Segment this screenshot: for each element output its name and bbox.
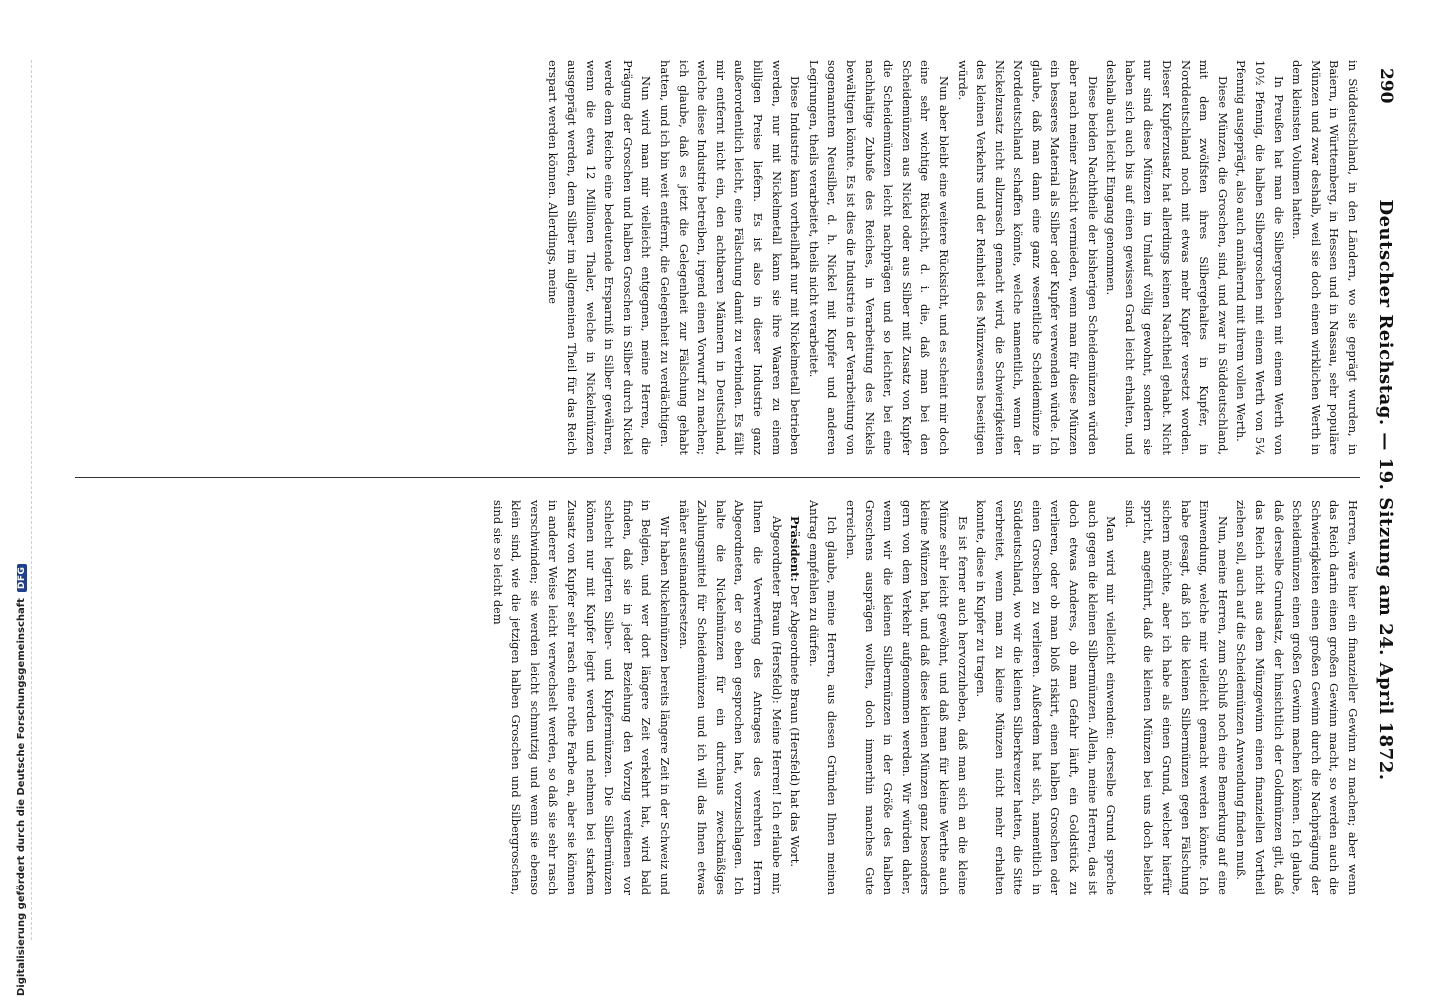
credit-text: Digitalisierung gefördert durch die Deutsche Forschungsgemeinschaft	[16, 598, 27, 996]
page-header	[1368, 60, 1396, 920]
paragraph: Nun wird man mir vielleicht entgegnen, meine Herren, die Prägung der Groschen und halben Groschen in Silber durch Nickel werde dem Reiche eine bedeutende Ersparniß in Silber gewähren, wenn die etwa 12 Millionen Thaler, welche in Nickelmünzen ausgeprägt werden, dem Silber im allgemeinen Theil für das Reich erspart werden können. Allerdings, meine	[546, 60, 654, 455]
paragraph: Diese beiden Nachtheile der bisherigen Scheidemünzen würden aber nach meiner Ansicht vermieden, wenn man für diese Münzen ein besseres Material als Silber oder Kupfer verwenden würde. Ich glaube, daß man dann eine ganz wesentliche Scheidemünze in Norddeutschland schaffen könnte, welche namentlich, wenn der Nickelzusatz nicht allzurasch gemacht wird, die Schwierigkeiten des kleinen Verkehrs und der Reinheit des Münzwesens beseitigen würde.	[955, 60, 1100, 455]
paragraph: Diese Münzen, die Groschen, sind, und zwar in Süddeutschland, mit dem zwölfsten ihres Silbergehaltes in Kupfer, in Norddeutschland noch mit etwas mehr Kupfer versetzt worden. Dieser Kupferzusatz hat allerdings keinen Nachtheil gehabt. Nicht nur sind diese Münzen im Umlauf völlig gewohnt, sondern sie haben sich auch bis auf einen gewissen Grad leicht erhalten, und deshalb auch leicht Eingang genommen.	[1104, 60, 1230, 455]
paragraph: Diese Industrie kann vortheilhaft nur mit Nickelmetall betrieben werden, nur mit Nickelmetall kann sie ihre Waaren zu einem billigen Preise liefern. Es ist also in dieser Industrie ganz außerordentlich leicht, eine Fälschung damit zu verbinden. Es fällt mir entfernt nicht ein, den achtbaren Männern in Deutschland, welche diese Industrie betreiben, irgend einen Vorwurf zu machen; ich glaube, daß es jetzt die Gelegenheit zur Fälschung gehabt hatten, und ich bin weit entfernt, die Gelegenheit zu verdächtigen.	[658, 60, 803, 455]
paragraph: In Preußen hat man die Silbergroschen mit einem Werth von 10½ Pfennig, die halben Silbergroschen mit einem Werth von 5¼ Pfennig ausgeprägt, also auch annähernd mit ihrem vollen Werth.	[1234, 60, 1286, 455]
president-text: Der Abgeordnete Braun (Hersfeld) hat das Wort.	[788, 585, 803, 867]
speaker-paragraph: Abgeordneter Braun (Hersfeld): Meine Herren! Ich erlaube mir, Ihnen die Verwerfung des Antrages des verehrten Herrn Abgeordneten, der so eben gesprochen hat, vorzuschlagen. Ich halte die Nickelmünzen für ein durchaus zweckmäßiges Zahlungsmittel für Scheidemünzen und ich will das Ihnen etwas näher auseinandersetzen.	[676, 500, 784, 895]
dfg-logo-icon: DFG	[17, 564, 27, 593]
right-column	[72, 500, 1362, 895]
paragraph: Herren, wäre hier ein finanzieller Gewinn zu machen; aber wenn das Reich darin einen großen Gewinn macht, so werden auch die Schwierigkeiten einen großen Gewinn durch die Nachprägung der Scheidemünzen einen großen Gewinn machen können. Ich glaube, daß derselbe Grundsatz, der hinsichtlich der Goldmünzen gilt, daß das Reich nicht aus dem Münzgewinn einen finanziellen Vortheil ziehen soll, auch auf die Scheidemünzen Anwendung finden muß.	[1234, 500, 1360, 895]
digitization-credit	[16, 564, 27, 996]
bottom-rule	[31, 60, 32, 940]
running-title: Deutscher Reichstag. — 19. Sitzung am 24. April 1872.	[1375, 199, 1396, 781]
left-column	[72, 60, 1362, 455]
paragraph: Nun, meine Herren, zum Schluß noch eine Bemerkung auf eine Einwendung, welche mir vielleicht gemacht werden könnte. Ich habe gesagt, daß ich die kleinen Silbermünzen gegen Fälschung sichern möchte, aber ich habe als einen Grund, welcher hierfür spricht, angeführt, daß die kleinen Münzen bei uns doch beliebt sind.	[1122, 500, 1230, 895]
paragraph: Nun aber bleibt eine weitere Rücksicht, und es scheint mir doch eine sehr wichtige Rücksicht, d. i. die, daß man bei den Scheidemünzen aus Nickel oder aus Silber mit Zusatz von Kupfer die Scheidemünzen leicht nachprägen und so leichter, bei eine nachhaltige Zubuße des Reiches, in Verarbeitung des Nickels bewältigen könnte. Es ist dies die Industrie in der Verarbeitung von sogenanntem Neusilber, d. h. Nickel mit Kupfer und anderen Legirungen, theils verarbeitet, theils nicht verarbeitet.	[806, 60, 951, 455]
president-paragraph	[786, 500, 805, 895]
paragraph: Ich glaube, meine Herren, aus diesen Gründen Ihnen meinen Antrag empfehlen zu dürfen.	[806, 500, 840, 895]
paragraph: Wir haben Nickelmünzen bereits längere Zeit in der Schweiz und in Belgien, und wer dort längere Zeit verkehrt hat, wird bald finden, daß sie in jeder Beziehung den Vorzug verdienen vor schlecht legirten Silber- und Kupfermünzen. Die Silbermünzen können nur mit Kupfer legirt werden und nehmen bei starkem Zusatz von Kupfer sehr rasch eine rothe Farbe an, aber sie können in anderer Weise leicht verwechselt werden, so daß sie sehr rasch verschwinden; sie werden leicht schmutzig und wenn sie ebenso klein sind, wie die jetzigen halben Groschen und Silbergroschen, sind sie so leicht dem	[490, 500, 673, 895]
paragraph: Man wird mir vielleicht einwenden: derselbe Grund spreche auch gegen die kleinen Silbermünzen. Allein, meine Herren, das ist doch etwas Anderes, ob man Gefahr läuft, ein Goldstück zu verlieren, oder ob man bloß riskirt, einen halben Groschen oder einen Groschen zu verlieren. Außerdem hat sich, namentlich in Süddeutschland, wo wir die kleinen Silberkreuzer hatten, die Sitte verbreitet, wenn man zu kleine Münzen nicht mehr erhalten konnte, diese in Kupfer zu tragen.	[974, 500, 1119, 895]
paragraph: in Süddeutschland, in den Ländern, wo sie geprägt wurden, in Baiern, in Württemberg, in Hessen und in Nassau, sehr populäre Münzen und zwar deshalb, weil sie doch einen wirklichen Werth in dem kleinsten Volumen hatten.	[1290, 60, 1360, 455]
paragraph: Es ist ferner auch hervorzuheben, daß man sich an die kleine Münze sehr leicht gewöhnt, und daß man für kleine Werthe auch kleine Münzen hat, und daß diese kleinen Münzen ganz besonders gern von dem Verkehr aufgenommen werden. Wir würden daher, wenn wir die kleinen Silbermünzen in der Größe des halben Groschens ausprägen wollten, doch immerhin manches Gute erreichen.	[843, 500, 970, 895]
column-divider	[75, 477, 1360, 478]
page-number: 290	[1376, 68, 1396, 104]
president-label: Präsident:	[788, 516, 803, 582]
